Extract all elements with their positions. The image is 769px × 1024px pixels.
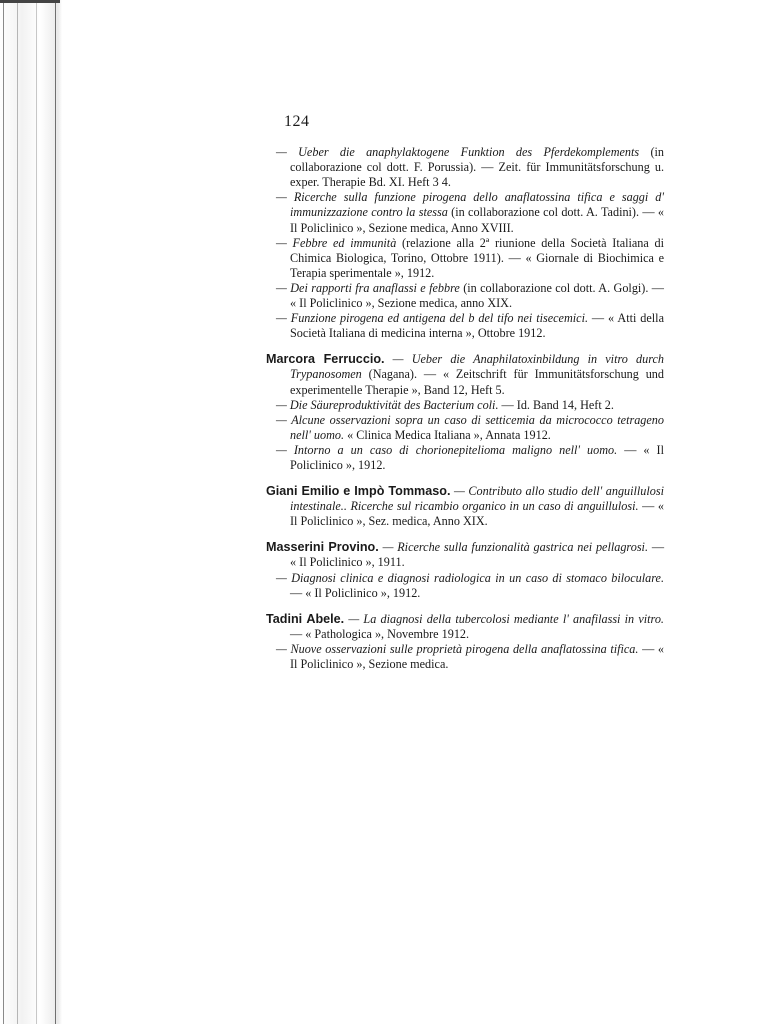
publication-details: (Nagana). — « Zeitschrift für Immunitätsforschung und experimentelle Therapie », Band 12, Heft 5. [290,367,664,397]
publication-details: « Clinica Medica Italiana », Annata 1912. [344,427,551,442]
publication [266,145,664,190]
bibliography-entry [266,612,664,672]
publication [266,571,664,601]
bibliography-list [266,145,664,672]
publication-details: — « Atti della Società Italiana di medicina interna », Ottobre 1912. [290,311,664,341]
publication-title: — Intorno a un caso di chorionepitelioma maligno nell' uomo. [276,442,618,457]
gutter-line [17,0,18,1024]
publication-title: — Dei rapporti fra anaflassi e febbre [276,280,460,295]
publication-details: — Id. Band 14, Heft 2. [498,397,614,412]
publication-details: (in collaborazione col dott. A. Tadini). — « Il Policlinico », Sezione medica, Anno XVIII. [290,205,664,235]
publication-title: — Alcune osservazioni sopra un caso di setticemia da micrococco tetrageno nell' uomo. [276,412,664,442]
publication-details: — « Il Policlinico », 1912. [290,585,421,600]
publication-title: — Funzione pirogena ed antigena del b del tifo nei tisecemici. [276,311,588,326]
binding-gutter [0,0,62,1024]
publication-title: — Diagnosi clinica e diagnosi radiologica in un caso di stomaco biloculare. [276,570,664,585]
publication-title: — Ueber die Anaphilatoxinbildung in vitro durch Trypanosomen [290,352,664,382]
publication-title: — Ueber die anaphylaktogene Funktion des Pferdekomplements [276,145,640,160]
publication-title: — La diagnosi della tubercolosi mediante l' anafilassi in vitro. [344,611,664,626]
page-number: 124 [284,113,310,130]
publication [266,398,664,413]
publication-details: — « Pathologica », Novembre 1912. [290,626,470,641]
author-name: Giani Emilio e Impò Tommaso. [266,484,451,499]
publication-details: (in collaborazione col dott. F. Porussia). — Zeit. für Immunitätsforschung u. exper. Therapie Bd. XI. Heft 3 4. [290,145,664,190]
publication [266,612,664,642]
publication [266,413,664,443]
author-name: Marcora Ferruccio. [266,352,385,367]
publication [266,190,664,235]
bibliography-entry [266,540,664,600]
bibliography-entry [266,484,664,529]
publication-title: — Ricerche sulla funzionalità gastrica nei pellagrosi. [378,540,648,555]
bibliography-entry [266,145,664,341]
author-name: Tadini Abele. [266,611,345,626]
publication [266,352,664,397]
publication [266,540,664,570]
publication-details: (relazione alla 2ª riunione della Società Italiana di Chimica Biologica, Torino, Ottobre 1911). — « Giornale di Biochimica e Terapia sperimentale », 1912. [290,235,665,280]
publication-details: — « Il Policlinico », Sezione medica. [290,641,664,671]
page-content [266,114,664,672]
publication-details: — « Il Policlinico », 1911. [290,540,665,570]
publication-title: — Nuove osservazioni sulle proprietà pirogena della anaflatossina tifica. [276,641,639,656]
publication-details: (in collaborazione col dott. A. Golgi). — « Il Policlinico », Sezione medica, anno XIX. [290,280,664,311]
publication [266,443,664,473]
scan-edge-mark [0,0,60,10]
publication [266,311,664,341]
publication-title: — Die Säureproduktivität des Bacterium coli. [276,397,499,412]
bibliography-entry [266,352,664,473]
publication-title: — Ricerche sulla funzione pirogena dello anaflatossina tifica e saggi d' immunizzazione contro la stessa [276,190,664,220]
author-name: Masserini Provino. [266,540,379,555]
publication [266,642,664,672]
publication-title: — Contributo allo studio dell' anguillulosi intestinale.. Ricerche sul ricambio organico in un caso di anguillulosi. [290,484,664,514]
publication-details: — « Il Policlinico », 1912. [290,442,664,472]
publication [266,484,664,529]
publication-details: — « Il Policlinico », Sez. medica, Anno XIX. [290,499,664,529]
gutter-line [55,0,56,1024]
gutter-line [36,0,37,1024]
gutter-line [3,0,4,1024]
publication [266,281,664,311]
publication [266,236,664,281]
publication-title: — Febbre ed immunità [276,235,397,250]
